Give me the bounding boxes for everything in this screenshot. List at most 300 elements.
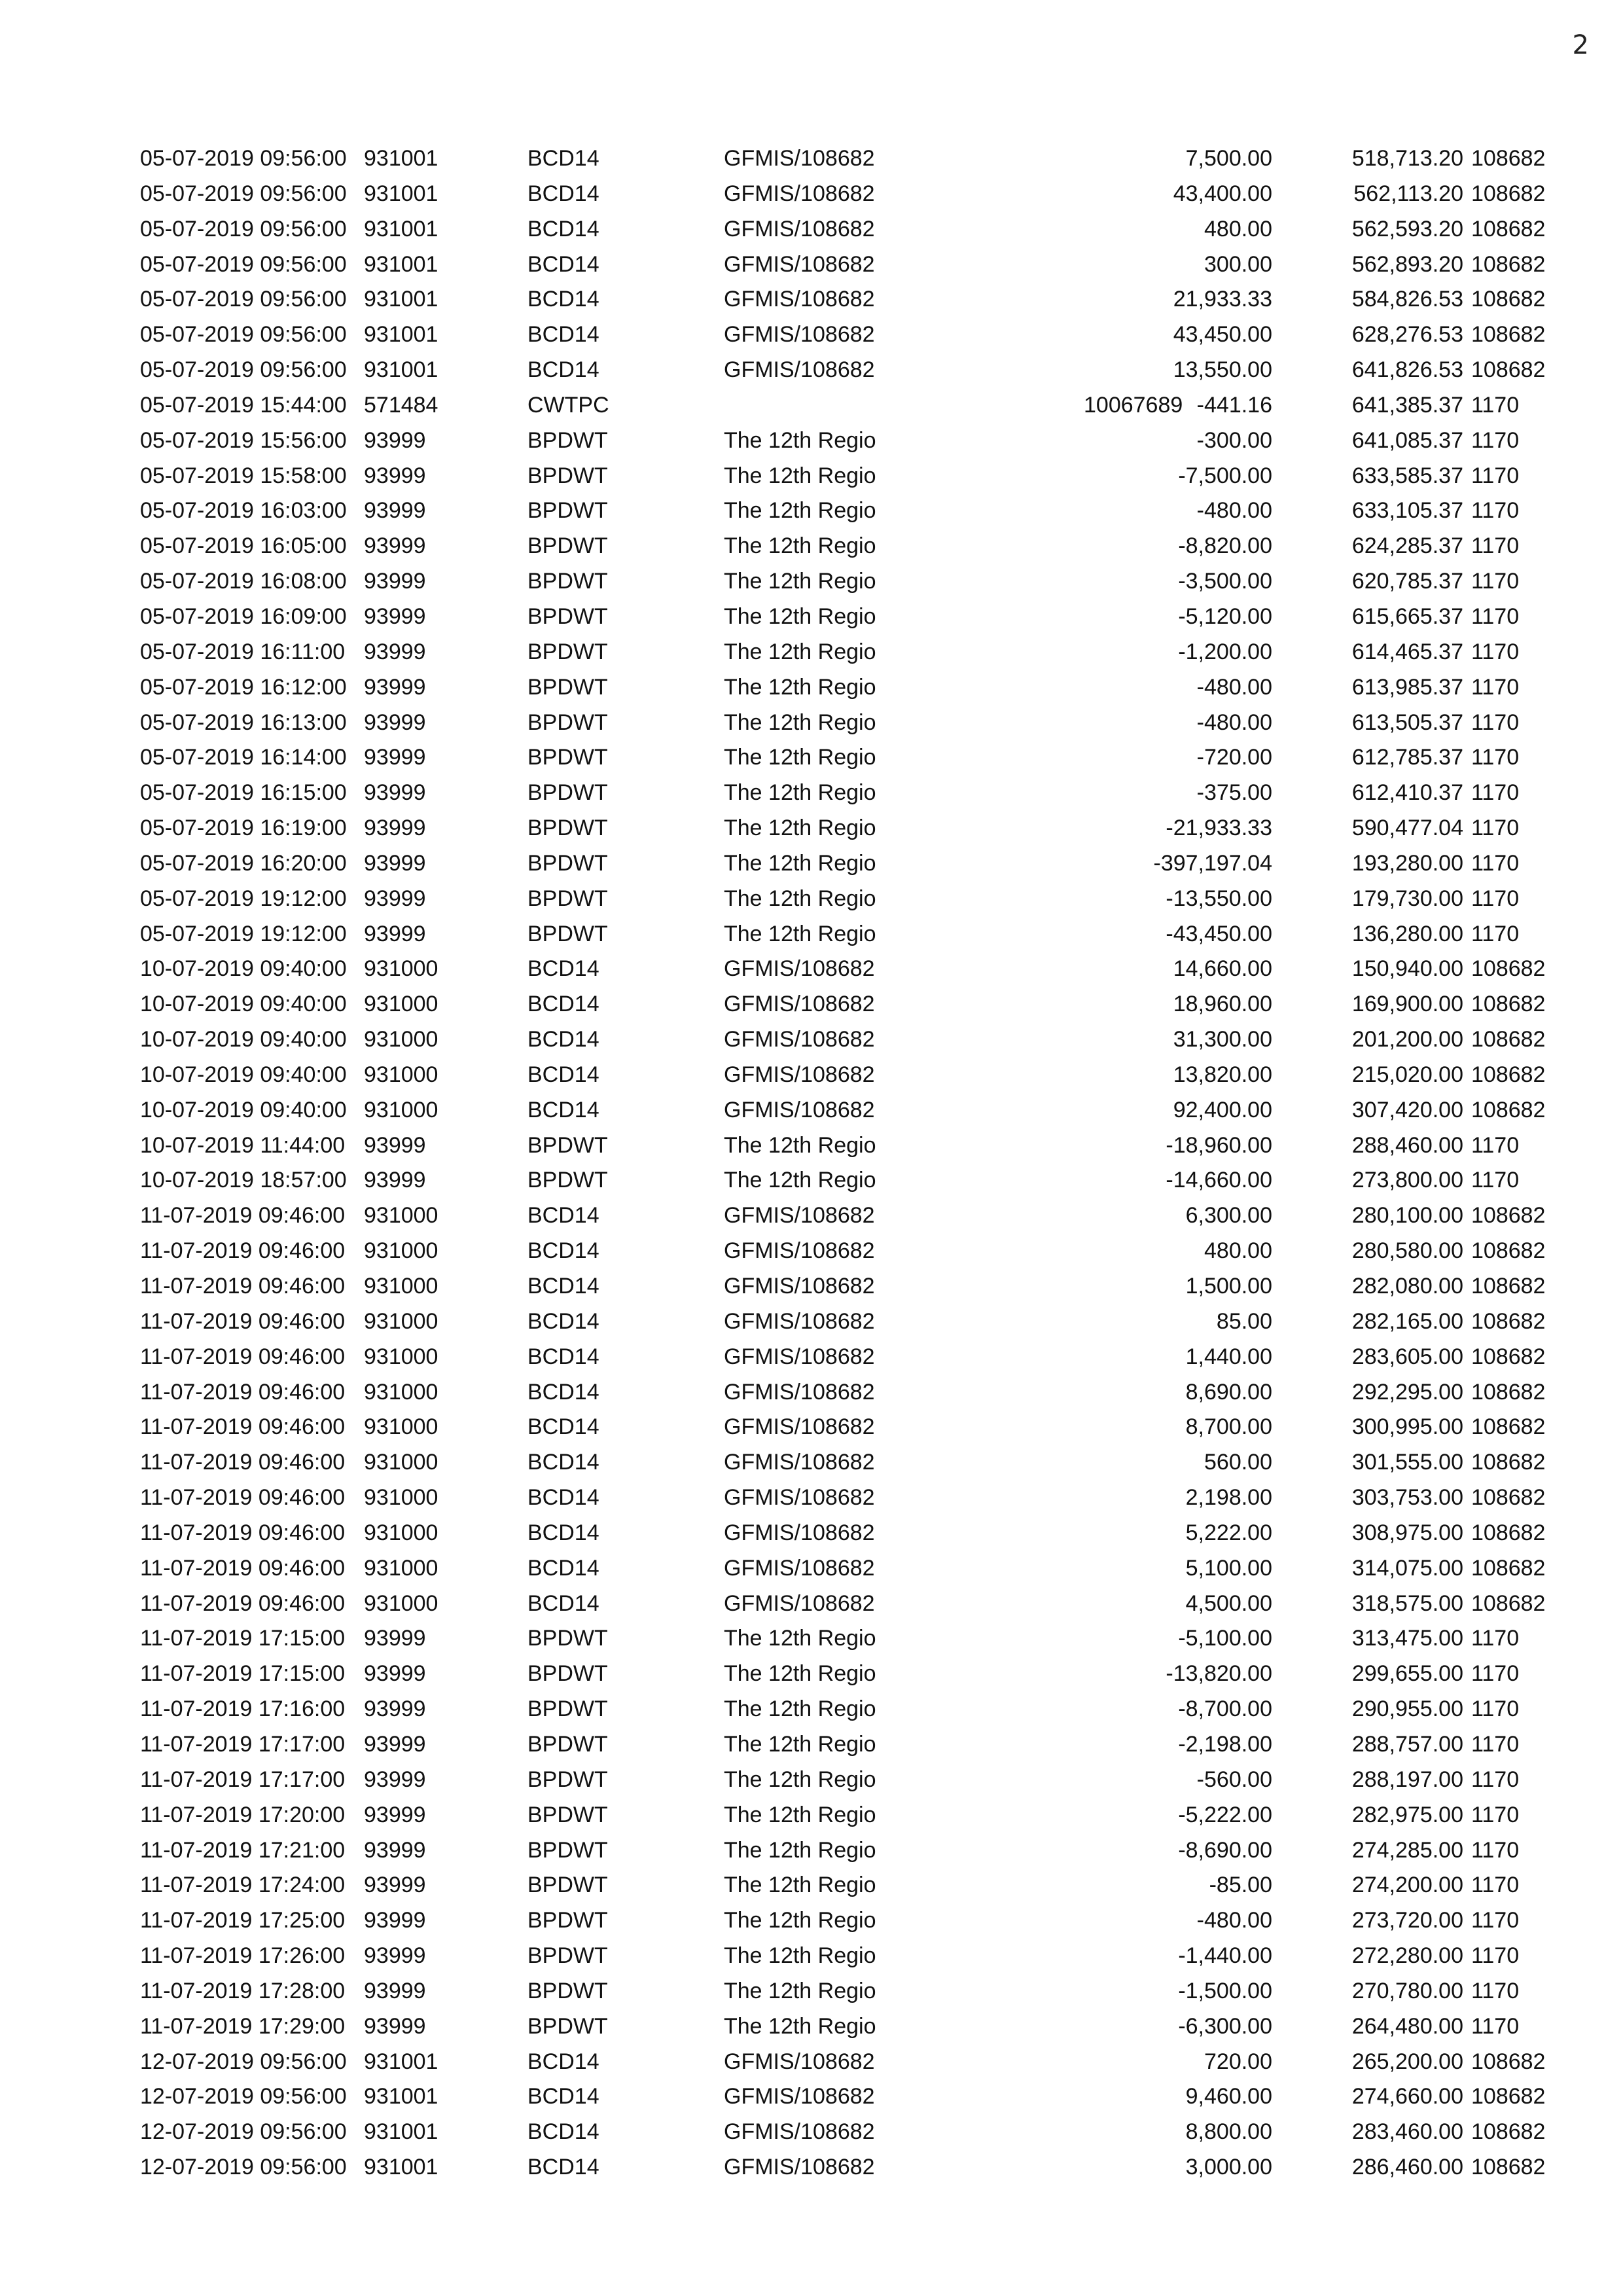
- transaction-account: 931000: [364, 1203, 438, 1229]
- transaction-balance: 590,477.04: [1351, 816, 1463, 841]
- transaction-amount: -13,550.00: [1166, 886, 1272, 911]
- transaction-description: GFMIS/108682: [724, 322, 875, 348]
- transaction-datetime: 05-07-2019 16:14:00: [140, 745, 347, 770]
- transaction-branch: 1170: [1471, 921, 1520, 946]
- transaction-code: BPDWT: [527, 1731, 608, 1757]
- transaction-amount: -85.00: [1209, 1873, 1272, 1898]
- transaction-description: The 12th Regio: [724, 533, 876, 559]
- transaction-row: [140, 1198, 1554, 1234]
- transaction-code: BPDWT: [527, 1696, 608, 1722]
- transaction-row: [140, 1763, 1554, 1798]
- transaction-description: The 12th Regio: [724, 921, 876, 946]
- transaction-description: The 12th Regio: [724, 850, 876, 876]
- transaction-account: 931000: [364, 1274, 438, 1299]
- transaction-description: The 12th Regio: [724, 1696, 876, 1722]
- transaction-code: BCD14: [527, 2084, 599, 2109]
- transaction-description: The 12th Regio: [724, 1168, 876, 1193]
- transaction-code: BPDWT: [527, 569, 608, 594]
- transaction-description: The 12th Regio: [724, 674, 876, 700]
- transaction-amount: -5,100.00: [1178, 1626, 1272, 1651]
- transaction-amount: -5,120.00: [1178, 603, 1272, 629]
- transaction-datetime: 05-07-2019 19:12:00: [140, 921, 347, 946]
- transaction-account: 93999: [364, 1978, 426, 2003]
- transaction-description: GFMIS/108682: [724, 2049, 875, 2074]
- transaction-account: 93999: [364, 780, 426, 806]
- transaction-datetime: 11-07-2019 17:16:00: [140, 1696, 346, 1722]
- transaction-balance: 274,660.00: [1351, 2084, 1463, 2109]
- transaction-branch: 108682: [1471, 1308, 1546, 1334]
- transaction-row: [140, 670, 1554, 706]
- transaction-datetime: 11-07-2019 09:46:00: [140, 1379, 346, 1405]
- transaction-description: The 12th Regio: [724, 1837, 876, 1863]
- transaction-amount: -441.16: [1196, 392, 1272, 418]
- transaction-description: GFMIS/108682: [724, 2119, 875, 2145]
- transaction-branch: 1170: [1471, 392, 1520, 418]
- transaction-balance: 620,785.37: [1351, 569, 1463, 594]
- transaction-amount: 8,690.00: [1185, 1379, 1272, 1405]
- transaction-code: BCD14: [527, 251, 599, 277]
- transaction-branch: 108682: [1471, 1062, 1546, 1087]
- transaction-amount: 21,933.33: [1173, 287, 1272, 312]
- transaction-account: 931001: [364, 146, 438, 171]
- transaction-branch: 108682: [1471, 1203, 1546, 1229]
- transaction-amount: -480.00: [1196, 709, 1272, 735]
- transaction-description: The 12th Regio: [724, 427, 876, 453]
- transaction-row: [140, 1621, 1554, 1657]
- transaction-datetime: 05-07-2019 09:56:00: [140, 216, 347, 242]
- transaction-row: [140, 564, 1554, 600]
- transaction-description: GFMIS/108682: [724, 1590, 875, 1616]
- transaction-balance: 193,280.00: [1351, 850, 1463, 876]
- transaction-account: 93999: [364, 639, 426, 664]
- transaction-row: [140, 317, 1554, 353]
- transaction-amount: 2,198.00: [1185, 1485, 1272, 1511]
- transaction-branch: 1170: [1471, 709, 1520, 735]
- transaction-amount: -1,440.00: [1178, 1943, 1272, 1969]
- transaction-amount: -7,500.00: [1178, 463, 1272, 488]
- transaction-amount: -8,690.00: [1178, 1837, 1272, 1863]
- transaction-amount: 8,800.00: [1185, 2119, 1272, 2145]
- transaction-code: BCD14: [527, 1238, 599, 1264]
- transaction-row: [140, 1410, 1554, 1445]
- transaction-row: [140, 1234, 1554, 1269]
- transaction-balance: 303,753.00: [1351, 1485, 1463, 1511]
- transaction-datetime: 05-07-2019 09:56:00: [140, 251, 347, 277]
- transaction-branch: 108682: [1471, 2119, 1546, 2145]
- transaction-code: BCD14: [527, 1485, 599, 1511]
- transaction-branch: 108682: [1471, 956, 1546, 982]
- transaction-amount: -480.00: [1196, 674, 1272, 700]
- transaction-description: The 12th Regio: [724, 1661, 876, 1687]
- transaction-amount: 1,440.00: [1185, 1344, 1272, 1369]
- transaction-branch: 108682: [1471, 992, 1546, 1017]
- transaction-account: 93999: [364, 463, 426, 488]
- transaction-account: 931000: [364, 1485, 438, 1511]
- transaction-code: BCD14: [527, 2155, 599, 2180]
- transaction-branch: 108682: [1471, 287, 1546, 312]
- transaction-balance: 150,940.00: [1351, 956, 1463, 982]
- transaction-code: BCD14: [527, 2119, 599, 2145]
- transaction-amount: 1,500.00: [1185, 1274, 1272, 1299]
- transaction-branch: 108682: [1471, 251, 1546, 277]
- transaction-amount: 43,450.00: [1173, 322, 1272, 348]
- transaction-balance: 614,465.37: [1351, 639, 1463, 664]
- transaction-description: The 12th Regio: [724, 1132, 876, 1158]
- transaction-row: [140, 1375, 1554, 1410]
- transaction-description: The 12th Regio: [724, 780, 876, 806]
- transaction-branch: 1170: [1471, 816, 1520, 841]
- transaction-balance: 299,655.00: [1351, 1661, 1463, 1687]
- transaction-description: GFMIS/108682: [724, 1238, 875, 1264]
- transaction-amount: -720.00: [1196, 745, 1272, 770]
- transaction-code: BPDWT: [527, 816, 608, 841]
- transaction-balance: 136,280.00: [1351, 921, 1463, 946]
- transaction-code: BCD14: [527, 992, 599, 1017]
- transaction-account: 93999: [364, 1943, 426, 1969]
- transaction-amount: 31,300.00: [1173, 1027, 1272, 1052]
- transaction-branch: 1170: [1471, 639, 1520, 664]
- transaction-branch: 108682: [1471, 146, 1546, 171]
- transaction-row: [140, 811, 1554, 846]
- transaction-row: [140, 1058, 1554, 1093]
- transaction-balance: 584,826.53: [1351, 287, 1463, 312]
- transaction-row: [140, 1022, 1554, 1058]
- transaction-description: The 12th Regio: [724, 1626, 876, 1651]
- transaction-amount: -18,960.00: [1166, 1132, 1272, 1158]
- transaction-description: The 12th Regio: [724, 498, 876, 524]
- transaction-account: 93999: [364, 1908, 426, 1933]
- transaction-row: [140, 423, 1554, 459]
- transaction-balance: 633,105.37: [1351, 498, 1463, 524]
- transaction-code: BCD14: [527, 1027, 599, 1052]
- transaction-datetime: 11-07-2019 17:24:00: [140, 1873, 346, 1898]
- transaction-datetime: 11-07-2019 09:46:00: [140, 1590, 346, 1616]
- transaction-balance: 612,410.37: [1351, 780, 1463, 806]
- transaction-branch: 108682: [1471, 2155, 1546, 2180]
- transaction-code: CWTPC: [527, 392, 609, 418]
- transaction-code: BPDWT: [527, 533, 608, 559]
- transaction-datetime: 11-07-2019 09:46:00: [140, 1308, 346, 1334]
- transaction-branch: 1170: [1471, 850, 1520, 876]
- transaction-amount: 5,100.00: [1185, 1555, 1272, 1581]
- transaction-datetime: 12-07-2019 09:56:00: [140, 2155, 347, 2180]
- transaction-branch: 1170: [1471, 603, 1520, 629]
- transaction-datetime: 11-07-2019 09:46:00: [140, 1450, 346, 1475]
- transaction-account: 93999: [364, 1731, 426, 1757]
- transaction-code: BPDWT: [527, 674, 608, 700]
- transaction-amount: -8,700.00: [1178, 1696, 1272, 1722]
- transaction-balance: 318,575.00: [1351, 1590, 1463, 1616]
- transaction-account: 931000: [364, 1308, 438, 1334]
- transaction-code: BPDWT: [527, 603, 608, 629]
- transaction-code: BPDWT: [527, 2013, 608, 2039]
- transaction-description: The 12th Regio: [724, 1978, 876, 2003]
- transaction-account: 931000: [364, 1238, 438, 1264]
- transaction-datetime: 10-07-2019 18:57:00: [140, 1168, 347, 1193]
- transaction-description: The 12th Regio: [724, 816, 876, 841]
- transaction-account: 931000: [364, 956, 438, 982]
- transaction-row: [140, 2115, 1554, 2150]
- transaction-code: BPDWT: [527, 1978, 608, 2003]
- transaction-account: 931000: [364, 1450, 438, 1475]
- transaction-description: GFMIS/108682: [724, 1274, 875, 1299]
- transaction-amount: 8,700.00: [1185, 1414, 1272, 1440]
- transaction-code: BCD14: [527, 1414, 599, 1440]
- transaction-description: GFMIS/108682: [724, 357, 875, 383]
- transaction-account: 931001: [364, 357, 438, 383]
- transaction-description: The 12th Regio: [724, 886, 876, 911]
- transaction-branch: 1170: [1471, 1908, 1520, 1933]
- transaction-code: BPDWT: [527, 463, 608, 488]
- transaction-amount: 480.00: [1204, 216, 1272, 242]
- transaction-datetime: 05-07-2019 16:03:00: [140, 498, 347, 524]
- transaction-branch: 1170: [1471, 463, 1520, 488]
- transaction-datetime: 05-07-2019 09:56:00: [140, 357, 347, 383]
- transaction-amount: -8,820.00: [1178, 533, 1272, 559]
- transaction-branch: 108682: [1471, 322, 1546, 348]
- transaction-balance: 518,713.20: [1351, 146, 1463, 171]
- transaction-branch: 108682: [1471, 1027, 1546, 1052]
- transaction-account: 931001: [364, 322, 438, 348]
- transaction-balance: 286,460.00: [1351, 2155, 1463, 2180]
- transaction-datetime: 05-07-2019 16:19:00: [140, 816, 347, 841]
- transaction-account: 93999: [364, 709, 426, 735]
- transaction-branch: 1170: [1471, 1696, 1520, 1722]
- transaction-account: 931000: [364, 1344, 438, 1369]
- transaction-row: [140, 282, 1554, 317]
- transaction-branch: 108682: [1471, 1485, 1546, 1511]
- transaction-description: The 12th Regio: [724, 1731, 876, 1757]
- transaction-code: BCD14: [527, 287, 599, 312]
- transaction-datetime: 05-07-2019 15:44:00: [140, 392, 347, 418]
- transaction-balance: 264,480.00: [1351, 2013, 1463, 2039]
- transaction-balance: 288,197.00: [1351, 1767, 1463, 1792]
- transaction-datetime: 11-07-2019 17:26:00: [140, 1943, 346, 1969]
- transaction-row: [140, 2150, 1554, 2185]
- transaction-balance: 613,505.37: [1351, 709, 1463, 735]
- transaction-row: [140, 1093, 1554, 1128]
- transaction-row: [140, 1304, 1554, 1340]
- transaction-account: 93999: [364, 1767, 426, 1792]
- transaction-account: 931001: [364, 2084, 438, 2109]
- transaction-account: 931000: [364, 1590, 438, 1616]
- transaction-code: BCD14: [527, 1274, 599, 1299]
- transaction-code: BPDWT: [527, 639, 608, 664]
- transaction-balance: 641,085.37: [1351, 427, 1463, 453]
- transaction-row: [140, 917, 1554, 952]
- transaction-code: BPDWT: [527, 921, 608, 946]
- transaction-description: GFMIS/108682: [724, 146, 875, 171]
- transaction-datetime: 05-07-2019 09:56:00: [140, 322, 347, 348]
- transaction-account: 931000: [364, 1379, 438, 1405]
- transaction-balance: 273,720.00: [1351, 1908, 1463, 1933]
- transaction-datetime: 11-07-2019 17:17:00: [140, 1767, 346, 1792]
- transaction-row: [140, 776, 1554, 811]
- transaction-branch: 108682: [1471, 1590, 1546, 1616]
- page-number: 2: [1572, 30, 1589, 60]
- transaction-amount: -560.00: [1196, 1767, 1272, 1792]
- transaction-code: BCD14: [527, 956, 599, 982]
- transaction-datetime: 12-07-2019 09:56:00: [140, 2119, 347, 2145]
- transaction-datetime: 05-07-2019 19:12:00: [140, 886, 347, 911]
- transaction-amount: 7,500.00: [1185, 146, 1272, 171]
- transaction-code: BPDWT: [527, 1168, 608, 1193]
- transaction-amount: 5,222.00: [1185, 1520, 1272, 1545]
- transaction-account: 93999: [364, 569, 426, 594]
- transaction-code: BPDWT: [527, 1767, 608, 1792]
- transaction-balance: 282,165.00: [1351, 1308, 1463, 1334]
- transaction-account: 931000: [364, 1555, 438, 1581]
- transaction-balance: 283,460.00: [1351, 2119, 1463, 2145]
- transaction-datetime: 12-07-2019 09:56:00: [140, 2049, 347, 2074]
- transaction-branch: 108682: [1471, 1414, 1546, 1440]
- transaction-code: BPDWT: [527, 1873, 608, 1898]
- transaction-branch: 108682: [1471, 2049, 1546, 2074]
- transaction-datetime: 11-07-2019 17:15:00: [140, 1661, 346, 1687]
- transaction-description: GFMIS/108682: [724, 251, 875, 277]
- transaction-account: 931000: [364, 1520, 438, 1545]
- transaction-row: [140, 2079, 1554, 2115]
- transaction-row: [140, 493, 1554, 529]
- transaction-amount: -2,198.00: [1178, 1731, 1272, 1757]
- transaction-row: [140, 2045, 1554, 2080]
- transaction-balance: 282,975.00: [1351, 1802, 1463, 1827]
- transaction-amount: -6,300.00: [1178, 2013, 1272, 2039]
- transaction-code: BCD14: [527, 357, 599, 383]
- transaction-datetime: 10-07-2019 11:44:00: [140, 1132, 346, 1158]
- transaction-branch: 1170: [1471, 1767, 1520, 1792]
- transaction-amount: 85.00: [1216, 1308, 1272, 1334]
- transaction-row: [140, 1657, 1554, 1692]
- transaction-balance: 308,975.00: [1351, 1520, 1463, 1545]
- transaction-datetime: 11-07-2019 17:29:00: [140, 2013, 346, 2039]
- transaction-branch: 1170: [1471, 427, 1520, 453]
- transaction-row: [140, 388, 1554, 423]
- transaction-amount: 4,500.00: [1185, 1590, 1272, 1616]
- transaction-balance: 562,893.20: [1351, 251, 1463, 277]
- transaction-description: The 12th Regio: [724, 1767, 876, 1792]
- transaction-amount: 14,660.00: [1173, 956, 1272, 982]
- transaction-datetime: 11-07-2019 09:46:00: [140, 1414, 346, 1440]
- transaction-description: GFMIS/108682: [724, 1379, 875, 1405]
- transaction-row: [140, 952, 1554, 987]
- transaction-balance: 612,785.37: [1351, 745, 1463, 770]
- transaction-datetime: 10-07-2019 09:40:00: [140, 956, 347, 982]
- transaction-row: [140, 177, 1554, 212]
- transaction-datetime: 11-07-2019 09:46:00: [140, 1238, 346, 1264]
- transaction-code: BCD14: [527, 1590, 599, 1616]
- transaction-balance: 314,075.00: [1351, 1555, 1463, 1581]
- transaction-datetime: 11-07-2019 09:46:00: [140, 1555, 346, 1581]
- transaction-row: [140, 1974, 1554, 2009]
- transaction-branch: 1170: [1471, 1837, 1520, 1863]
- transaction-balance: 215,020.00: [1351, 1062, 1463, 1087]
- transaction-account: 931001: [364, 2049, 438, 2074]
- transaction-code: BCD14: [527, 1344, 599, 1369]
- transaction-datetime: 05-07-2019 16:12:00: [140, 674, 347, 700]
- transaction-datetime: 11-07-2019 17:25:00: [140, 1908, 346, 1933]
- transaction-row: [140, 1833, 1554, 1869]
- transaction-balance: 282,080.00: [1351, 1274, 1463, 1299]
- transaction-code: BCD14: [527, 1097, 599, 1122]
- transaction-datetime: 05-07-2019 16:20:00: [140, 850, 347, 876]
- transaction-balance: 270,780.00: [1351, 1978, 1463, 2003]
- transaction-branch: 1170: [1471, 533, 1520, 559]
- transaction-branch: 1170: [1471, 745, 1520, 770]
- transaction-row: [140, 1163, 1554, 1198]
- transaction-code: BPDWT: [527, 745, 608, 770]
- transaction-account: 931001: [364, 287, 438, 312]
- transaction-account: 93999: [364, 1168, 426, 1193]
- transaction-description: GFMIS/108682: [724, 1097, 875, 1122]
- transaction-datetime: 10-07-2019 09:40:00: [140, 992, 347, 1017]
- transaction-account: 931001: [364, 251, 438, 277]
- transaction-branch: 1170: [1471, 1802, 1520, 1827]
- transaction-amount: -3,500.00: [1178, 569, 1272, 594]
- transaction-account: 93999: [364, 498, 426, 524]
- transaction-branch: 108682: [1471, 1555, 1546, 1581]
- transaction-account: 93999: [364, 745, 426, 770]
- transaction-list: [140, 141, 1554, 2185]
- transaction-reference: 10067689: [1084, 392, 1183, 418]
- transaction-description: GFMIS/108682: [724, 181, 875, 206]
- transaction-amount: -397,197.04: [1153, 850, 1272, 876]
- transaction-description: GFMIS/108682: [724, 956, 875, 982]
- transaction-row: [140, 1516, 1554, 1551]
- transaction-account: 93999: [364, 921, 426, 946]
- transaction-code: BPDWT: [527, 1943, 608, 1969]
- transaction-amount: 560.00: [1204, 1450, 1272, 1475]
- transaction-row: [140, 141, 1554, 177]
- transaction-datetime: 05-07-2019 16:11:00: [140, 639, 346, 664]
- transaction-code: BPDWT: [527, 1837, 608, 1863]
- transaction-row: [140, 1269, 1554, 1304]
- transaction-branch: 1170: [1471, 886, 1520, 911]
- transaction-balance: 633,585.37: [1351, 463, 1463, 488]
- transaction-description: The 12th Regio: [724, 1873, 876, 1898]
- transaction-row: [140, 740, 1554, 776]
- transaction-code: BCD14: [527, 1203, 599, 1229]
- transaction-row: [140, 706, 1554, 741]
- transaction-account: 93999: [364, 603, 426, 629]
- transaction-datetime: 05-07-2019 09:56:00: [140, 146, 347, 171]
- transaction-account: 93999: [364, 1802, 426, 1827]
- transaction-code: BCD14: [527, 1450, 599, 1475]
- transaction-branch: 108682: [1471, 1520, 1546, 1545]
- transaction-amount: 720.00: [1204, 2049, 1272, 2074]
- transaction-description: GFMIS/108682: [724, 1485, 875, 1511]
- transaction-description: The 12th Regio: [724, 2013, 876, 2039]
- transaction-datetime: 11-07-2019 17:17:00: [140, 1731, 346, 1757]
- transaction-amount: -300.00: [1196, 427, 1272, 453]
- transaction-row: [140, 1587, 1554, 1622]
- transaction-balance: 265,200.00: [1351, 2049, 1463, 2074]
- transaction-code: BPDWT: [527, 850, 608, 876]
- transaction-code: BCD14: [527, 216, 599, 242]
- transaction-row: [140, 1692, 1554, 1727]
- transaction-datetime: 11-07-2019 09:46:00: [140, 1344, 346, 1369]
- transaction-code: BPDWT: [527, 1908, 608, 1933]
- transaction-amount: -43,450.00: [1166, 921, 1272, 946]
- transaction-datetime: 11-07-2019 09:46:00: [140, 1485, 346, 1511]
- transaction-datetime: 10-07-2019 09:40:00: [140, 1027, 347, 1052]
- transaction-account: 931001: [364, 2119, 438, 2145]
- transaction-amount: -21,933.33: [1166, 816, 1272, 841]
- transaction-datetime: 05-07-2019 15:56:00: [140, 427, 347, 453]
- transaction-branch: 108682: [1471, 1379, 1546, 1405]
- transaction-account: 93999: [364, 1873, 426, 1898]
- transaction-balance: 300,995.00: [1351, 1414, 1463, 1440]
